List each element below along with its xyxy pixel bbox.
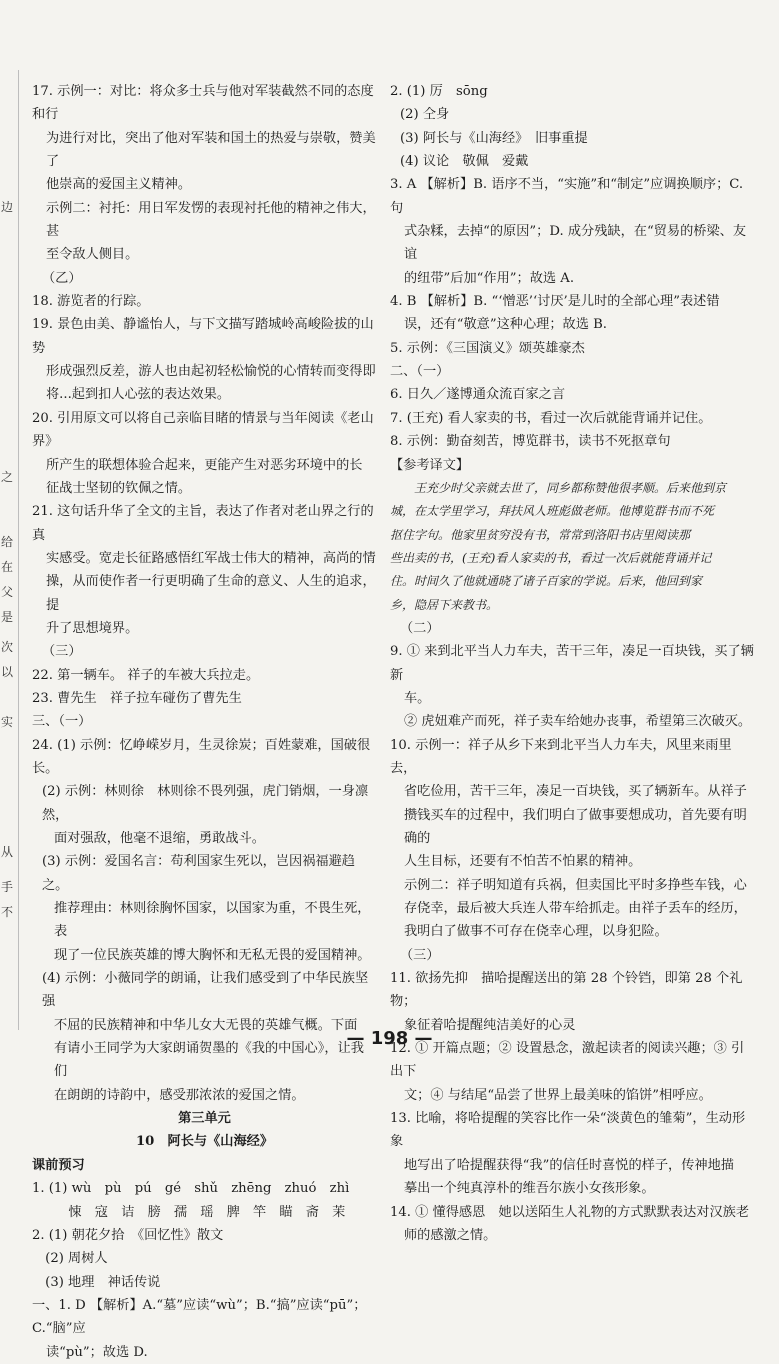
right-column-line: 文；④ 与结尾“品尝了世界上最美味的馅饼”相呼应。 [404, 1087, 712, 1103]
left-column-line: （三） [42, 644, 82, 660]
left-column-line: 24. (1) 示例：忆峥嵘岁月，生灵徐炭；百姓蒙难，国破很长。 [32, 737, 371, 776]
left-column-line: 20. 引用原文可以将自己亲临目睹的情景与当年阅读《老山界》 [32, 410, 374, 450]
left-column-line: 将...起到扣人心弦的表达效果。 [46, 387, 231, 403]
left-column-line: 2. (1) 朝花夕拾 《回忆性》散文 [32, 1227, 224, 1243]
left-column-line: 示例二：衬托：用日军发愣的表现衬托他的精神之伟大，甚 [46, 200, 376, 240]
edge-char: 是 [1, 610, 14, 624]
edge-char: 从 [1, 845, 14, 859]
page-number: — 198 — [346, 1028, 433, 1049]
left-column-line: 悚 寇 诘 膀 孺 瑶 脾 竿 瞄 斋 茉 [42, 1204, 346, 1220]
left-column-line: 10 阿长与《山海经》 [135, 1134, 274, 1150]
right-column [390, 80, 755, 1247]
left-column-line: (3) 地理 神话传说 [32, 1274, 161, 1290]
right-column-line: 【参考译文】 [390, 457, 470, 473]
right-column-line: 10. 示例一：祥子从乡下来到北平当人力车夫，风里来雨里去， [390, 737, 732, 776]
left-column-line: 在朗朗的诗韵中，感受那浓浓的爱国之情。 [54, 1087, 305, 1103]
left-column-line: 实感受。宽走长征路感悟红军战士伟大的精神，高尚的情 [46, 550, 376, 566]
right-column-line: 示例二：祥子明知道有兵祸，但卖国比平时多挣些车钱，心 [404, 877, 747, 893]
right-column-line: 13. 比喻，将哈提醒的笑容比作一朵“淡黄色的雏菊”，生动形象 [390, 1111, 746, 1150]
right-column-line: (2) 仝身 [400, 107, 450, 123]
left-column-line: 现了一位民族英雄的博大胸怀和无私无畏的爱国精神。 [54, 947, 371, 963]
left-column-line: 有请小王同学为大家朗诵贺墨的《我的中国心》，让我们 [54, 1041, 364, 1080]
right-column-line: 4. B 【解析】B. “‘憎恶’‘讨厌’是儿时的全部心理”表述错 [390, 294, 720, 310]
edge-char: 之 [1, 470, 14, 484]
left-column-line: 第三单元 [178, 1111, 231, 1127]
right-column-line: 摹出一个纯真淳朴的维吾尔族小女孩形象。 [404, 1181, 655, 1197]
left-edge-strip [0, 70, 19, 1030]
left-column [32, 80, 377, 1364]
right-column-line: (4) 议论 敬佩 爱戴 [400, 154, 529, 170]
edge-char: 给 [1, 535, 14, 549]
edge-char: 实 [1, 715, 14, 729]
right-column-line: 2. (1) 厉 sōng [390, 84, 488, 99]
left-column-line: 为进行对比，突出了他对军装和国土的热爱与崇敬，赞美了 [46, 130, 376, 170]
right-column-line: 乡，隐居下来教书。 [390, 597, 499, 612]
right-column-line: (3) 阿长与《山海经》 旧事重提 [400, 130, 588, 146]
right-column-line: 7. (王充) 看人家卖的书，看过一次后就能背诵并记住。 [390, 410, 712, 426]
left-column-line: 课前预习 [32, 1157, 85, 1173]
left-column-line: 17. 示例一：对比：将众多士兵与他对军装截然不同的态度和行 [32, 84, 374, 123]
right-column-line: 9. ① 来到北平当人力车夫，苦干三年，凑足一百块钱，买了辆新 [390, 644, 754, 683]
left-column-line: 形成强烈反差，游人也由起初轻松愉悦的心情转而变得即 [46, 364, 376, 380]
edge-char: 父 [1, 585, 14, 599]
left-column-line: 21. 这句话升华了全文的主旨，表达了作者对老山界之行的真 [32, 504, 374, 543]
right-column-line: 6. 日久／遂博通众流百家之言 [390, 387, 566, 403]
left-column-line: 征战士坚韧的钦佩之情。 [46, 480, 192, 496]
right-column-line: 3. A 【解析】B. 语序不当，“实施”和“制定”应调换顺序；C. 句 [390, 177, 744, 216]
edge-char: 手 [1, 880, 14, 894]
left-column-line: 23. 曹先生 祥子拉车碰伤了曹先生 [32, 690, 242, 706]
left-column-line: (2) 示例：林则徐 林则徐不畏列强，虎门销烟，一身凛然， [42, 784, 369, 823]
right-column-line: 抠住字句。他家里贫穷没有书，常常到洛阳书店里阅读那 [390, 527, 691, 542]
left-column-line: 操，从而使作者一行更明确了生命的意义、人生的追求，提 [46, 574, 376, 613]
right-column-line: 人生目标，还要有不怕苦不怕累的精神。 [404, 854, 642, 870]
right-column-line: 5. 示例：《三国演义》颂英雄豪杰 [390, 340, 585, 356]
edge-char: 不 [1, 905, 14, 919]
left-column-line: 不屈的民族精神和中华儿女大无畏的英雄气概。下面 [54, 1017, 358, 1033]
right-column-line: 二、（一） [390, 364, 450, 380]
right-column-line: （二） [400, 620, 440, 636]
left-column-line: 18. 游览者的行踪。 [32, 294, 150, 310]
left-column-line: 22. 第一辆车。 祥子的车被大兵拉走。 [32, 667, 260, 683]
edge-char: 边 [1, 200, 14, 214]
right-column-line: 象征着哈提醒纯洁美好的心灵 [404, 1017, 576, 1033]
right-column-line: 王充少时父亲就去世了，同乡都称赞他很孝顺。后来他到京 [390, 480, 727, 495]
right-column-line: 存侥幸，最后被大兵连人带车给抓走。由祥子丢车的经历， [404, 901, 747, 917]
right-column-line: 车。 [404, 690, 431, 706]
left-column-line: (4) 示例：小薇同学的朗诵，让我们感受到了中华民族坚强 [42, 971, 369, 1010]
left-column-line: 所产生的联想体验合起来，更能产生对恶劣环境中的长 [46, 457, 363, 473]
right-column-line: 12. ① 开篇点题；② 设置悬念，激起读者的阅读兴趣；③ 引出下 [390, 1041, 745, 1080]
right-column-line: 式杂糅，去掉“的原因”；D. 成分残缺，在“贸易的桥梁、友谊 [404, 224, 747, 263]
right-column-line: 误，还有“敬意”这种心理；故选 B. [404, 317, 607, 333]
right-column-line: 省吃俭用，苦干三年，凑足一百块钱，买了辆新车。从祥子 [404, 784, 747, 800]
left-column-line: （乙） [42, 270, 82, 286]
edge-char: 以 [1, 665, 14, 679]
right-column-line: 城，在太学里学习，拜扶风人班彪做老师。他博览群书而不死 [390, 504, 715, 519]
right-column-line: 的纽带”后加“作用”；故选 A. [404, 270, 575, 286]
right-column-line: 些出卖的书，(王充)看人家卖的书，看过一次后就能背诵并记 [390, 550, 712, 565]
edge-char: 在 [1, 560, 14, 574]
left-column-line: 至令敌人侧目。 [46, 247, 139, 263]
left-column-line: 19. 景色由美、静谧怡人，与下文描写踏城岭高峻险拔的山势 [32, 317, 374, 356]
right-column-line: 师的感激之情。 [404, 1227, 497, 1243]
left-column-line: 升了思想境界。 [46, 620, 139, 636]
left-column-line: 1. (1) wù pù pú gé shǔ zhēng zhuó zhì [32, 1181, 350, 1197]
left-column-line: 推荐理由：林则徐胸怀国家，以国家为重，不畏生死，表 [54, 901, 371, 940]
right-column-line: 攒钱买车的过程中，我们明白了做事要想成功，首先要有明确的 [404, 807, 747, 846]
right-column-line: 我明白了做事不可存在侥幸心理，以身犯险。 [404, 924, 668, 940]
right-column-line: （三） [400, 947, 440, 963]
right-column-line: 11. 欲扬先抑 描哈提醒送出的第 28 个铃铛，即第 28 个礼物； [390, 971, 743, 1010]
left-column-line: 他崇高的爱国主义精神。 [46, 177, 192, 193]
left-column-line: (2) 周树人 [32, 1251, 108, 1267]
left-column-line: 一、1. D 【解析】A.“墓”应读“wù”；B.“搞”应读“pū”；C.“脑”应 [32, 1297, 367, 1337]
left-column-line: (3) 示例：爱国名言：苟利国家生死以，岂因祸福避趋之。 [42, 854, 355, 893]
edge-char: 次 [1, 640, 14, 654]
right-column-line: 地写出了哈提醒获得“我”的信任时喜悦的样子，传神地描 [404, 1157, 734, 1173]
right-column-line: 14. ① 懂得感恩 她以送陌生人礼物的方式默默表达对汉族老 [390, 1204, 750, 1220]
right-column-line: ② 虎妞难产而死，祥子卖车给她办丧事，希望第三次破灭。 [404, 714, 752, 730]
right-column-line: 8. 示例：勤奋刻苦，博览群书，读书不死抠章句 [390, 434, 671, 450]
right-column-line: 住。时间久了他就通晓了诸子百家的学说。后来，他回到家 [390, 574, 703, 589]
left-column-line: 面对强敌，他毫不退缩，勇敢战斗。 [54, 831, 265, 846]
left-column-line: 读“pù”；故选 D. [46, 1344, 148, 1360]
left-column-line: 三、（一） [32, 714, 92, 730]
